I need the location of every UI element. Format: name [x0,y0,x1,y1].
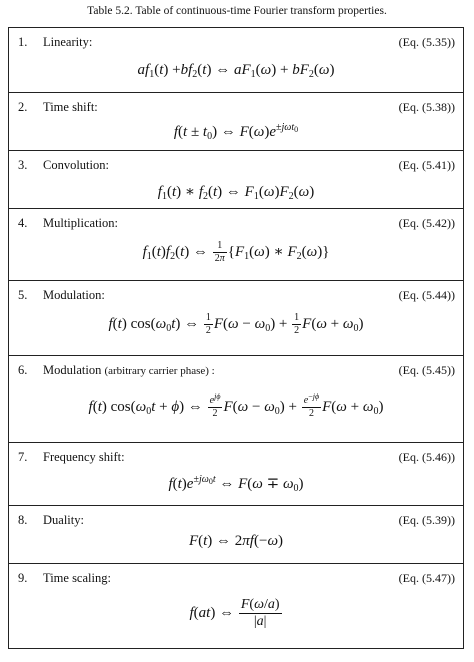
modulation-formula: f(t) $\cos(\omega_0t)$ ⇔ $\frac{1}{2}$ $F(\omega - \omega_0)$ + $\frac{1}{2}$ $F(\omega + \omega_0)$ [108,312,364,336]
modulation-phase-formula: f(t) $\cos(\omega_0t + \phi)$ ⇔ $\frac{e^{j\phi}}{2}$ $F(\omega - \omega_0)$ + $\frac{e^{-j\phi}}{2}$ $F(\omega + \omega_0)$ [88,392,384,419]
row-number: 6. [18,363,28,377]
row-label-main: Modulation [43,363,102,377]
equation-reference: (Eq. (5.47)) [398,571,455,585]
equation-reference: (Eq. (5.42)) [398,216,455,230]
time-shift-formula: $f(t \pm t_0)$ ⇔ $F(\omega)e^{\pm j\omega t_0}$ [173,122,299,142]
row-number: 9. [18,571,28,585]
table-row [9,208,463,280]
table-row [9,28,463,92]
row-label: Time scaling: [43,571,111,585]
frequency-shift-formula: $f(t)e^{\pm j\omega_0t}$ ⇔ $F(\omega \mp \omega_0)$ [168,474,304,494]
convolution-formula: $f_1(t)$ ∗ $f_2(t)$ ⇔ $F_1(\omega)F_2(\omega)$ [157,184,315,202]
row-label-note: (arbitrary carrier phase) : [104,365,215,377]
row-number: 8. [18,513,28,527]
equation-reference: (Eq. (5.45)) [398,363,455,377]
row-label: Frequency shift: [43,450,125,464]
row-number: 1. [18,35,28,49]
equation-reference: (Eq. (5.38)) [398,100,455,114]
table-row [9,280,463,355]
row-label: Duality: [43,513,84,527]
row-number: 4. [18,216,28,230]
equation-reference: (Eq. (5.41)) [398,158,455,172]
row-label [43,363,215,378]
equation-reference: (Eq. (5.35)) [398,35,455,49]
table-row [9,563,463,648]
row-number: 3. [18,158,28,172]
equation-reference: (Eq. (5.44)) [398,288,455,302]
row-label: Modulation: [43,288,105,302]
row-label: Multiplication: [43,216,118,230]
row-label: Linearity: [43,35,93,49]
table-caption: Table 5.2. Table of continuous-time Fourier transform properties. [87,5,387,17]
table-row [9,150,463,208]
linearity-formula: $af_1(t) +bf_2(t)$ ⇔ $aF_1(\omega) + bF_2(\omega)$ [137,62,335,80]
table-row [9,92,463,150]
table-row [9,505,463,563]
row-number: 2. [18,100,28,114]
row-label: Time shift: [43,100,98,114]
equation-reference: (Eq. (5.39)) [398,513,455,527]
duality-formula: F(t) ⇔ 2πf(−ω) [188,533,284,549]
row-label: Convolution: [43,158,109,172]
table-row [9,442,463,505]
table-row [9,355,463,442]
multiplication-formula: $f_1(t)f_2(t)$ ⇔ $\frac{1}{2\pi}$ {$F_1(\omega)$ ∗ $F_2(\omega)$} [142,240,330,264]
equation-reference: (Eq. (5.46)) [398,450,455,464]
fourier-properties-table [8,27,464,649]
row-number: 5. [18,288,28,302]
time-scaling-formula: f(at) ⇔ $\frac{F(\omega/a)}{|a|}$ [189,597,280,629]
row-number: 7. [18,450,28,464]
